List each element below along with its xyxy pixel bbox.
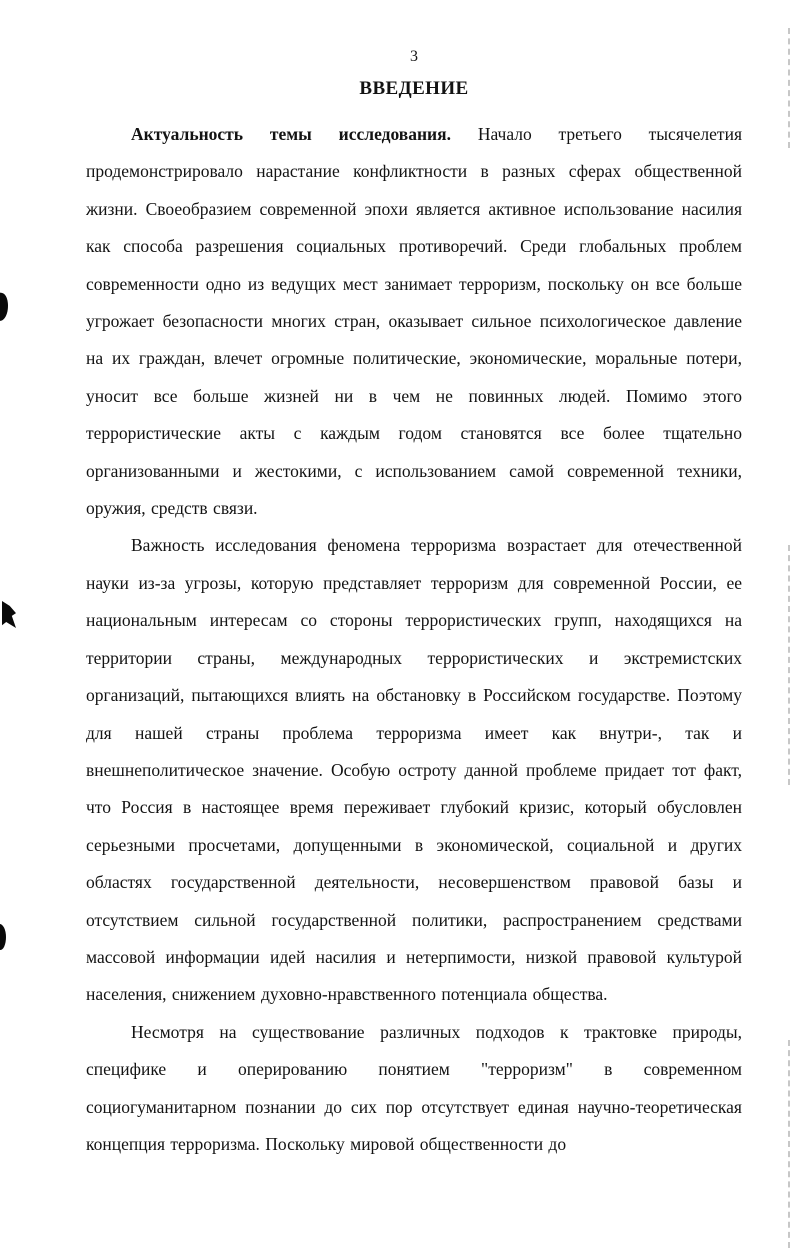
paragraph-text: Начало третьего тысячелетия продемонстрировало нарастание конфликтности в разных сферах общественной жизни. Своеобразием современной эпохи является активное использование насилия как способа разрешения социальных противоречий. Среди глобальных проблем современности одно из ведущих мест занимает терроризм, поскольку он все больше угрожает безопасности многих стран, оказывает сильное психологическое давление на их граждан, влечет огромные политические, экономические, моральные потери, уносит все больше жизней ни в чем не повинных людей. Помимо этого террористические акты с каждым годом становятся все более тщательно организованными и жестокими, с использованием самой современной техники, оружия, средств связи. [86,124,742,519]
scan-dashed-edge [788,545,790,785]
page-number: 3 [410,48,418,65]
ink-blot-artifact [2,601,16,628]
paragraph-approaches [86,1014,742,1164]
scan-dashed-edge [788,28,790,148]
page-title: ВВЕДЕНИЕ [359,78,469,99]
page-content [86,48,742,1163]
ink-blot-artifact [0,924,6,950]
paragraph-text: Важность исследования феномена терроризма возрастает для отечественной науки из-за угрозы, которую представляет терроризм для современной России, ее национальным интересам со стороны террористических групп, находящихся на территории страны, международных террористических и экстремистских организаций, пытающихся влиять на обстановку в Российском государстве. Поэтому для нашей страны проблема терроризма имеет как внутри-, так и внешнеполитическое значение. Особую остроту данной проблеме придает тот факт, что Россия в настоящее время переживает глубокий кризис, который обусловлен серьезными просчетами, допущенными в экономической, социальной и других областях государственной деятельности, несовершенством правовой базы и отсутствием сильной государственной политики, распространением средствами массовой информации идей насилия и нетерпимости, низкой правовой культурой населения, снижением духовно-нравственного потенциала общества. [86,535,742,1005]
paragraph-text: Несмотря на существование различных подходов к трактовке природы, специфике и оперированию понятием "терроризм" в современном социогуманитарном познании до сих пор отсутствует единая научно-теоретическая концепция терроризма. Поскольку мировой общественности до [86,1021,742,1154]
paragraph-intro [86,116,742,527]
ink-blot-artifact [0,293,9,322]
paragraph-lead-bold: Актуальность темы исследования. [131,124,451,144]
paragraph-importance [86,527,742,1013]
scan-dashed-edge [788,1040,790,1248]
